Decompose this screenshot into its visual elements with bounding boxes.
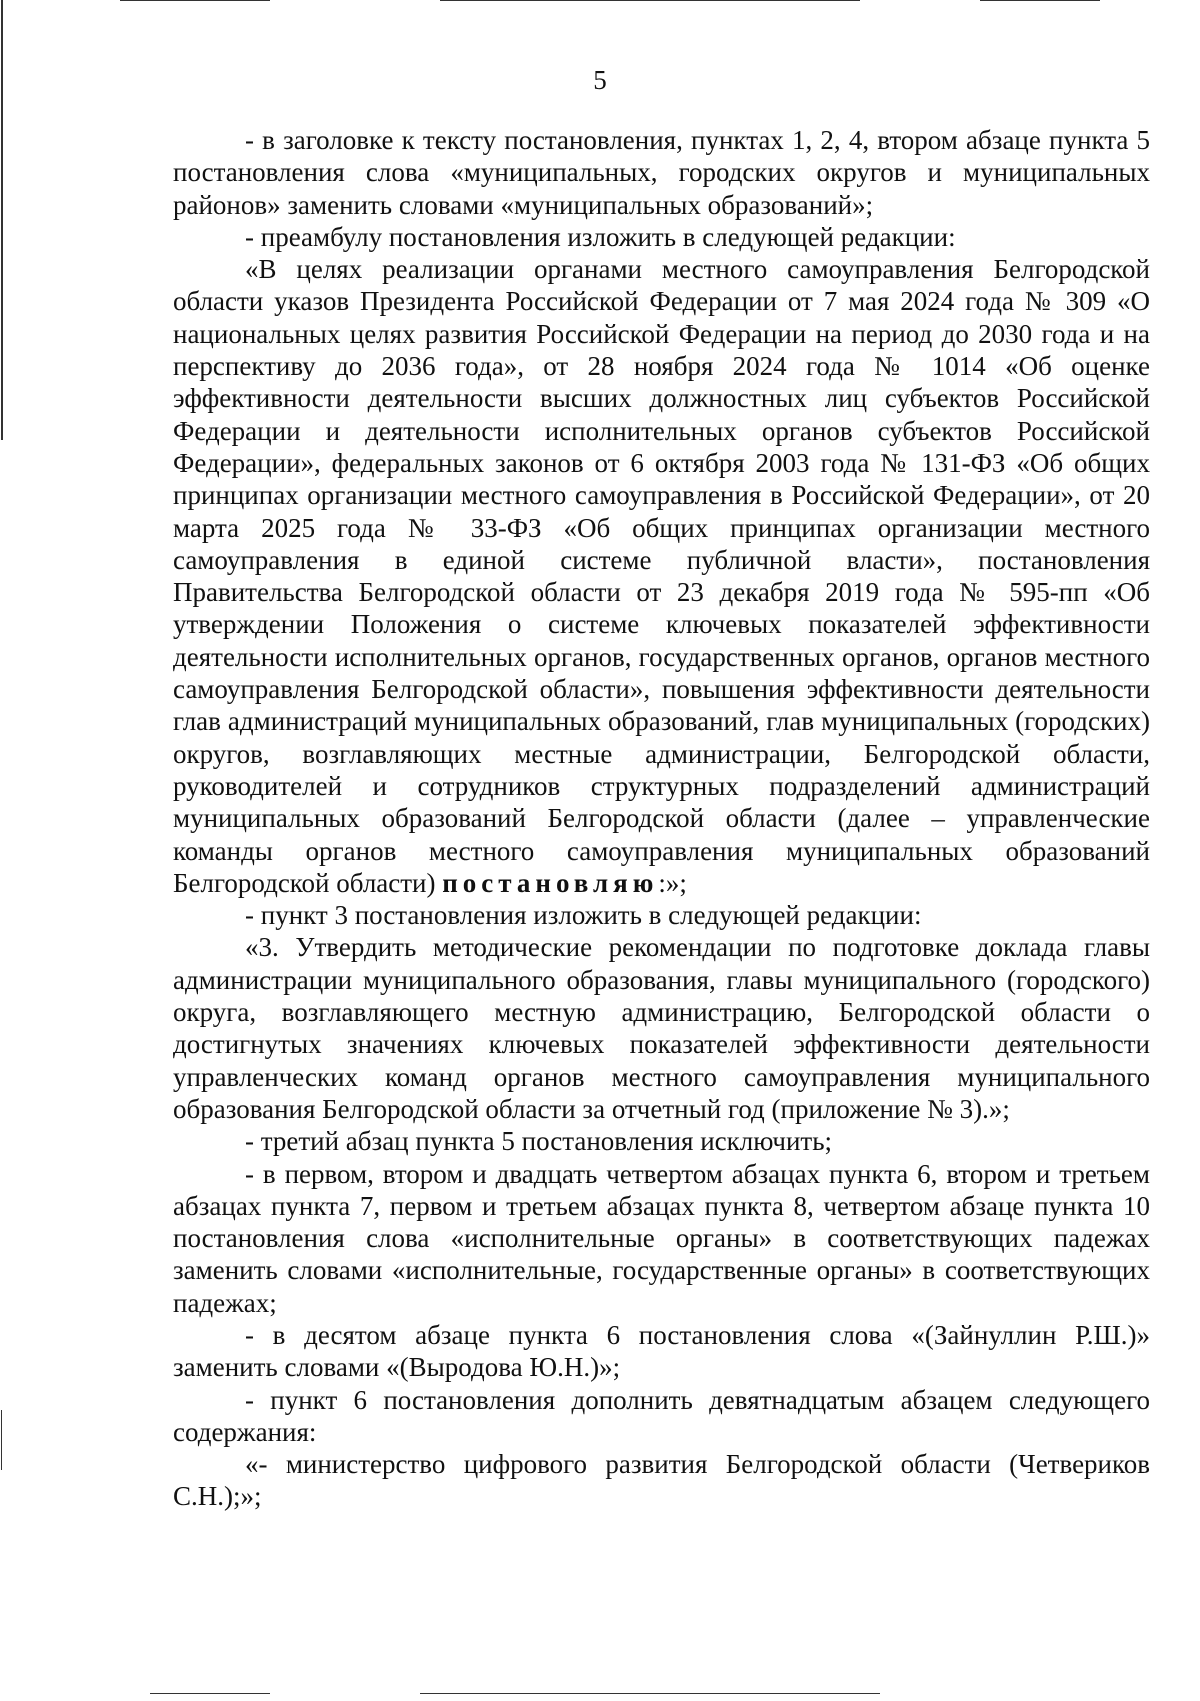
paragraph-executive-bodies [173,1158,1150,1319]
paragraph-preamble-intro [173,221,1150,253]
paragraph-preamble-text [173,253,1150,899]
paragraph-text: - третий абзац пункта 5 постановления исключить; [245,1126,833,1157]
scan-artifact-top-center [440,0,860,1]
paragraph-text: - пункт 3 постановления изложить в следующей редакции: [245,900,922,931]
paragraph-text: «- министерство цифрового развития Белгородской области (Четвериков С.Н.);»; [173,1449,1150,1512]
paragraph-text: - в десятом абзаце пункта 6 постановления слова «(Зайнуллин Р.Ш.)» заменить словами «(Выродова Ю.Н.)»; [173,1319,1150,1383]
paragraph-item3-intro [173,899,1150,931]
paragraph-text: - в первом, втором и двадцать четвертом абзацах пункта 6, втором и третьем абзацах пункта 7, первом и третьем абзацах пункта 8, четвертом абзаце пункта 10 постановления слова «исполнительные органы» в соответствующих падежах заменить словами «исполнительные, государственные органы» в соответствующих падежах; [173,1158,1150,1318]
paragraph-item6-replace [173,1319,1150,1384]
paragraph-header-amendment [173,124,1150,221]
paragraph-text: - преамбулу постановления изложить в следующей редакции: [245,221,956,252]
scan-artifact-bottom-left [150,1693,270,1694]
page-number: 5 [593,65,607,95]
paragraph-text: - пункт 6 постановления дополнить девятнадцатым абзацем следующего содержания: [173,1384,1150,1447]
resolve-word: постановляю [442,867,659,898]
paragraph-digital-ministry [173,1448,1150,1513]
scan-artifact-left-edge-low [1,1410,2,1470]
paragraph-text: «3. Утвердить методические рекомендации по подготовке доклада главы администрации муниципального образования, главы муниципального (городского) округа, возглавляющего местную администрацию, Белгородской области о достигнутых значениях ключевых показателей эффективности деятельности управленческих команд органов местного самоуправления муниципального образования Белгородской области за отчетный год (приложение № 3).»; [173,932,1150,1124]
paragraph-item6-supplement [173,1384,1150,1449]
paragraph-text: - в заголовке к тексту постановления, пунктах 1, 2, 4, втором абзаце пункта 5 постановления слова «муниципальных, городских округов и муниципальных районов» заменить словами «муниципальных образований»; [173,125,1150,220]
paragraph-item3-text [173,931,1150,1125]
document-body [173,124,1150,1513]
scan-artifact-top-right [980,0,1100,1]
scan-artifact-top-left [120,0,270,1]
paragraph-item5-exclude [173,1125,1150,1157]
paragraph-text: «В целях реализации органами местного самоуправления Белгородской области указов Президента Российской Федерации от 7 мая 2024 года № 309 «О национальных целях развития Российской Федерации на период до 2030 года и на перспективу до 2036 года», от 28 ноября 2024 года № 1014 «Об оценке эффективности деятельности высших должностных лиц субъектов Российской Федерации и деятельности исполнительных органов субъектов Российской Федерации», федеральных законов от 6 октября 2003 года № 131-ФЗ «Об общих принципах организации местного самоуправления в Российской Федерации», от 20 марта 2025 года № 33-ФЗ «Об общих принципах организации местного самоуправления в единой системе публичной власти», постановления Правительства Белгородской области от 23 декабря 2019 года № 595-пп «Об утверждении Положения о системе ключевых показателей эффективности деятельности исполнительных органов, государственных органов, органов местного самоуправления Белгородской области», повышения эффективности деятельности глав администраций муниципальных образований, глав муниципальных (городских) округов, возглавляющих местные администрации, Белгородской области, руководителей и сотрудников структурных подразделений администраций муниципальных образований Белгородской области (далее – управленческие команды органов местного самоуправления муниципальных образований Белгородской области) [173,254,1150,898]
scan-artifact-bottom-center [420,1693,880,1694]
paragraph-text-tail: :»; [658,867,687,898]
